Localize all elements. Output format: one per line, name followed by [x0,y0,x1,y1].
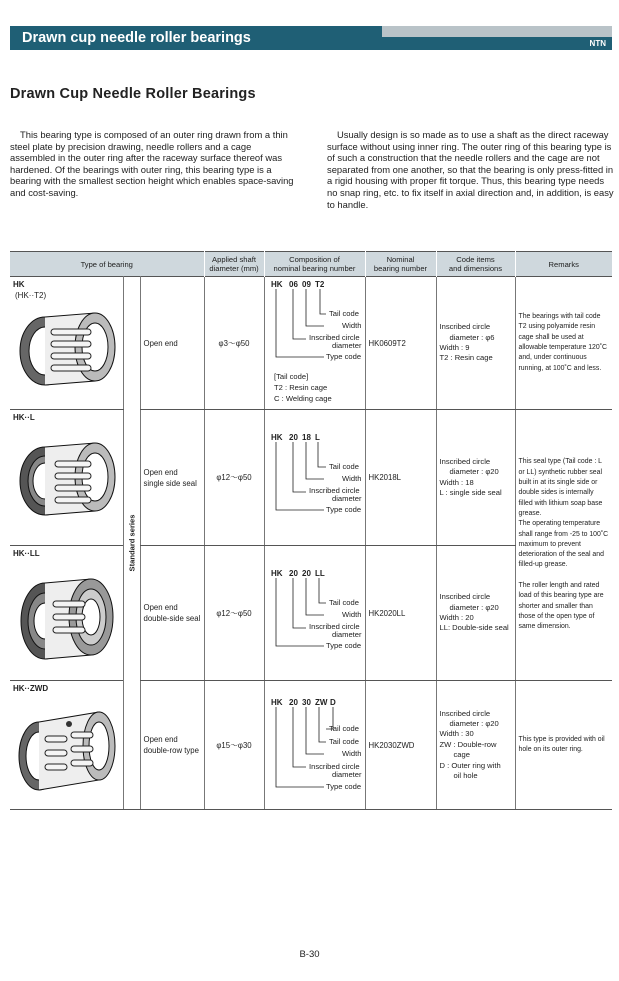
code-line: T2 : Resin cage [439,353,493,363]
section-title: Drawn cup needle roller bearings [22,30,251,46]
table-row [10,277,612,410]
nominal-number-cell: HK2020LL [365,546,436,681]
tail-code-note: [Tail code] [273,372,308,381]
code-line: Width : 18 [439,477,474,487]
model-label: HK··ZWD [13,684,49,693]
remarks-cell: This seal type (Tail code : L or LL) synthetic rubber seal built in at its single side or double sides is internally filled with lithium soap base grease. The operating temperature shall range from -25 to 100˚C maximum to prevent deterioration of the seal and filled-up grease. The roller length and rated load of this bearing type are shorter and smaller than those of the open type of same dimension. [515,410,612,681]
tail-code-note: T2 : Resin cage [273,383,327,392]
code-label: Tail code [328,598,359,607]
code-items-cell [436,277,515,410]
nominal-number-cell: HK2030ZWD [365,681,436,810]
type-image-cell [10,410,123,546]
code-label: Width [341,749,361,758]
intro-left-paragraph: This bearing type is composed of an outer ring drawn from a thin steel plate by precision drawing, needle rollers and a cage assembled in the outer ring after the raceway surface thereof was hardened. Of the bearings with outer ring, this bearing type is a bearing with the smallest section height which enables space-saving and cost-saving. [10,129,294,198]
brand-label: NTN [589,39,606,48]
code-line: L : single side seal [439,487,502,497]
model-label: HK [13,280,25,289]
series-label: Standard series [127,514,136,572]
type-cell [140,681,204,810]
nominal-number-cell: HK0609T2 [365,277,436,410]
code-label: diameter [331,630,362,639]
type-image-cell [10,546,123,681]
code-line: Width : 9 [439,343,470,352]
type-label: Open end [143,338,178,348]
code-part: 20 [288,433,298,442]
code-line: ZW : Double-row [439,739,497,749]
code-part: HK [270,280,283,289]
code-label: Tail code [328,309,359,318]
series-cell [123,277,140,810]
table-row [10,410,612,546]
code-line: Inscribed circle [439,708,491,718]
code-items-cell [436,410,515,546]
code-part: D [329,698,336,707]
shaft-diameter-cell: φ12～φ50 [204,410,264,546]
remarks-cell: The bearings with tail code T2 using polyamide resin cage shall be used at allowable temperature 120˚C and, under continuous running, at 100˚C and less. [515,277,612,410]
code-label: Tail code [328,462,359,471]
code-line: D : Outer ring with [439,760,501,770]
code-part: 20 [301,569,311,578]
model-label: HK··L [13,413,35,422]
header-remarks: Remarks [515,252,612,277]
code-part: HK [270,433,283,442]
type-sublabel: double-row type [143,746,199,755]
composition-diagram [268,546,369,680]
shaft-diameter-cell: φ3～φ50 [204,277,264,410]
type-image-cell [10,277,123,410]
bearing-hk-zwd-illustration [13,698,119,798]
composition-cell [264,681,365,810]
code-line: diameter : φ20 [449,602,499,612]
code-part: 18 [301,433,311,442]
code-label: Tail code [328,724,359,733]
type-label: Open end [143,735,178,744]
code-label: Width [341,474,361,483]
code-line: diameter : φ6 [449,332,495,342]
table-header-row [10,252,612,277]
type-cell [140,546,204,681]
page-title: Drawn Cup Needle Roller Bearings [10,86,256,102]
code-line: Inscribed circle [439,456,491,466]
header-composition: Composition of nominal bearing number [264,252,365,277]
code-label: diameter [331,770,362,779]
code-label: diameter [331,494,362,503]
composition-cell [264,410,365,546]
header-bar [10,26,612,50]
header-code-items: Code items and dimensions [436,252,515,277]
composition-cell [264,546,365,681]
code-line: Width : 20 [439,613,474,622]
type-cell [140,410,204,546]
code-line: cage [453,750,470,760]
code-part: LL [314,569,325,578]
type-image-cell [10,681,123,810]
code-part: 30 [301,698,311,707]
code-label: Type code [325,352,361,361]
code-part: L [314,433,320,442]
shaft-diameter-cell: φ12～φ50 [204,546,264,681]
bearing-table [10,251,612,810]
code-part: T2 [314,280,324,289]
code-label: Type code [325,782,361,791]
header-type-of-bearing: Type of bearing [10,252,204,277]
composition-diagram [268,277,369,409]
code-line: diameter : φ20 [449,718,499,728]
code-label: Width [341,321,361,330]
bearing-hk-illustration [13,305,119,391]
type-cell [140,277,204,410]
code-line: LL: Double-side seal [439,623,509,633]
code-label: Type code [325,505,361,514]
composition-cell [264,277,365,410]
model-label: HK··LL [13,549,40,558]
shaft-diameter-cell: φ15～φ30 [204,681,264,810]
code-part: 09 [301,280,311,289]
code-part: ZW [314,698,327,707]
intro-right-paragraph: Usually design is so made as to use a shaft as the direct raceway surface without using inner ring. The outer ring of this bearing type is of such a construction that the needle rollers and the cage are not separated from one another, so that the bearing is only press-fitted in a rigid housing with proper fit torque. Thus, this bearing type needs no snap ring, etc. to fix itself in axial direction and, in addition, is easy to handle. [327,129,614,210]
bearing-hk-ll-illustration [13,563,119,667]
code-label: diameter [331,341,362,350]
code-line: oil hole [453,771,478,781]
composition-diagram [268,410,369,545]
code-line: Width : 30 [439,729,474,739]
code-items-cell [436,681,515,810]
code-label: Inscribed circle [308,622,360,631]
code-line: diameter : φ20 [449,467,499,477]
type-sublabel: single side seal [143,478,197,488]
code-label: Tail code [328,737,359,746]
nominal-number-cell: HK2018L [365,410,436,546]
model-sublabel: (HK··T2) [15,291,47,300]
remarks-cell: This type is provided with oil hole on its outer ring. [515,681,612,810]
tail-code-note: C : Welding cage [273,394,332,403]
header-accent [382,26,612,37]
code-part: HK [270,698,283,707]
header-nominal: Nominal bearing number [365,252,436,277]
code-label: Type code [325,641,361,650]
code-label: Inscribed circle [308,762,360,771]
code-label: Inscribed circle [308,333,360,342]
code-part: HK [270,569,283,578]
code-part: 20 [288,569,298,578]
code-items-cell [436,546,515,681]
code-line: Inscribed circle [439,592,491,602]
code-part: 20 [288,698,298,707]
code-part: 06 [288,280,298,289]
type-label: Open end [143,467,178,477]
composition-diagram [268,681,369,809]
code-label: Inscribed circle [308,486,360,495]
type-sublabel: double-side seal [143,614,201,623]
code-label: Width [341,610,361,619]
code-line: Inscribed circle [439,322,491,332]
table-row [10,681,612,810]
type-label: Open end [143,603,178,612]
header-shaft-diameter: Applied shaft diameter (mm) [204,252,264,277]
bearing-hk-l-illustration [13,427,119,527]
page-number: B-30 [299,949,320,960]
